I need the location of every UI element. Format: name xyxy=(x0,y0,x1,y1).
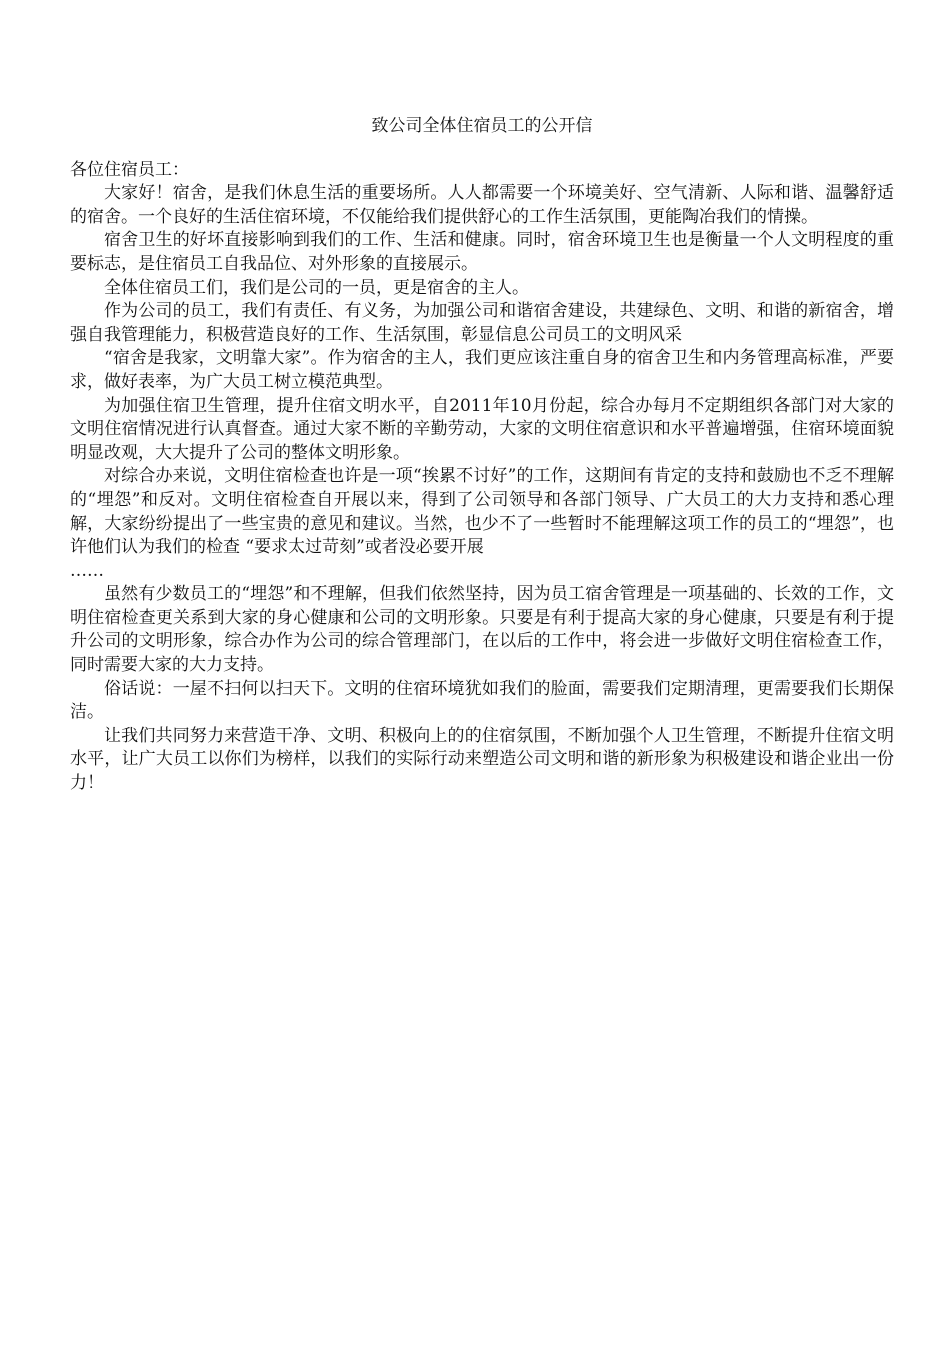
paragraph-ellipsis: …… xyxy=(70,560,104,581)
letter-salutation: 各位住宿员工： xyxy=(70,159,189,180)
paragraph-slogan: “宿舍是我家，文明靠大家”。作为宿舍的主人，我们更应该注重自身的宿舍卫生和内务管理高标准，严要求，做好表率，为广大员工树立模范典型。 xyxy=(70,348,894,392)
paragraph-feedback: 对综合办来说，文明住宿检查也许是一项“挨累不讨好”的工作，这期间有肯定的支持和鼓励也不乏不理解的“埋怨”和反对。文明住宿检查自开展以来，得到了公司领导和各部门领导、广大员工的大力支持和悉心理解，大家纷纷提出了一些宝贵的意见和建议。当然，也少不了一些暂时不能理解这项工作的员工的“埋怨”，也许他们认为我们的检查 “要求太过苛刻”或者没必要开展 xyxy=(70,466,894,558)
paragraph-dorm-owners: 全体住宿员工们，我们是公司的一员，更是宿舍的主人。 xyxy=(104,277,529,298)
paragraph-persistence: 虽然有少数员工的“埋怨”和不理解，但我们依然坚持，因为员工宿舍管理是一项基础的、长效的工作，文明住宿检查更关系到大家的身心健康和公司的文明形象。只要是有利于提高大家的身心健康，只要是有利于提升公司的文明形象，综合办作为公司的综合管理部门，在以后的工作中，将会进一步做好文明住宿检查工作，同时需要大家的大力支持。 xyxy=(70,584,894,676)
paragraph-closing: 让我们共同努力来营造干净、文明、积极向上的的住宿氛围，不断加强个人卫生管理，不断提升住宿文明水平，让广大员工以你们为榜样，以我们的实际行动来塑造公司文明和谐的新形象为积极建设和谐企业出一份力！ xyxy=(70,725,894,794)
paragraph-greeting: 大家好！宿舍，是我们休息生活的重要场所。人人都需要一个环境美好、空气清新、人际和谐、温馨舒适的宿舍。一个良好的生活住宿环境，不仅能给我们提供舒心的工作生活氛围，更能陶冶我们的情操。 xyxy=(70,183,894,227)
letter-body xyxy=(70,115,894,796)
paragraph-inspection-program: 为加强住宿卫生管理，提升住宿文明水平，自2011年10月份起，综合办每月不定期组织各部门对大家的文明住宿情况进行认真督查。通过大家不断的辛勤劳动，大家的文明住宿意识和水平普遍增强，住宿环境面貌明显改观，大大提升了公司的整体文明形象。 xyxy=(70,395,894,463)
paragraph-hygiene-importance: 宿舍卫生的好坏直接影响到我们的工作、生活和健康。同时，宿舍环境卫生也是衡量一个人文明程度的重要标志，是住宿员工自我品位、对外形象的直接展示。 xyxy=(70,230,894,274)
paragraph-responsibility: 作为公司的员工，我们有责任、有义务，为加强公司和谐宿舍建设，共建绿色、文明、和谐的新宿舍，增强自我管理能力，积极营造良好的工作、生活氛围，彰显信息公司员工的文明风采 xyxy=(70,301,894,345)
letter-title: 致公司全体住宿员工的公开信 xyxy=(371,116,593,136)
paragraph-proverb: 俗话说：一屋不扫何以扫天下。文明的住宿环境犹如我们的脸面，需要我们定期清理，更需要我们长期保洁。 xyxy=(70,678,894,723)
